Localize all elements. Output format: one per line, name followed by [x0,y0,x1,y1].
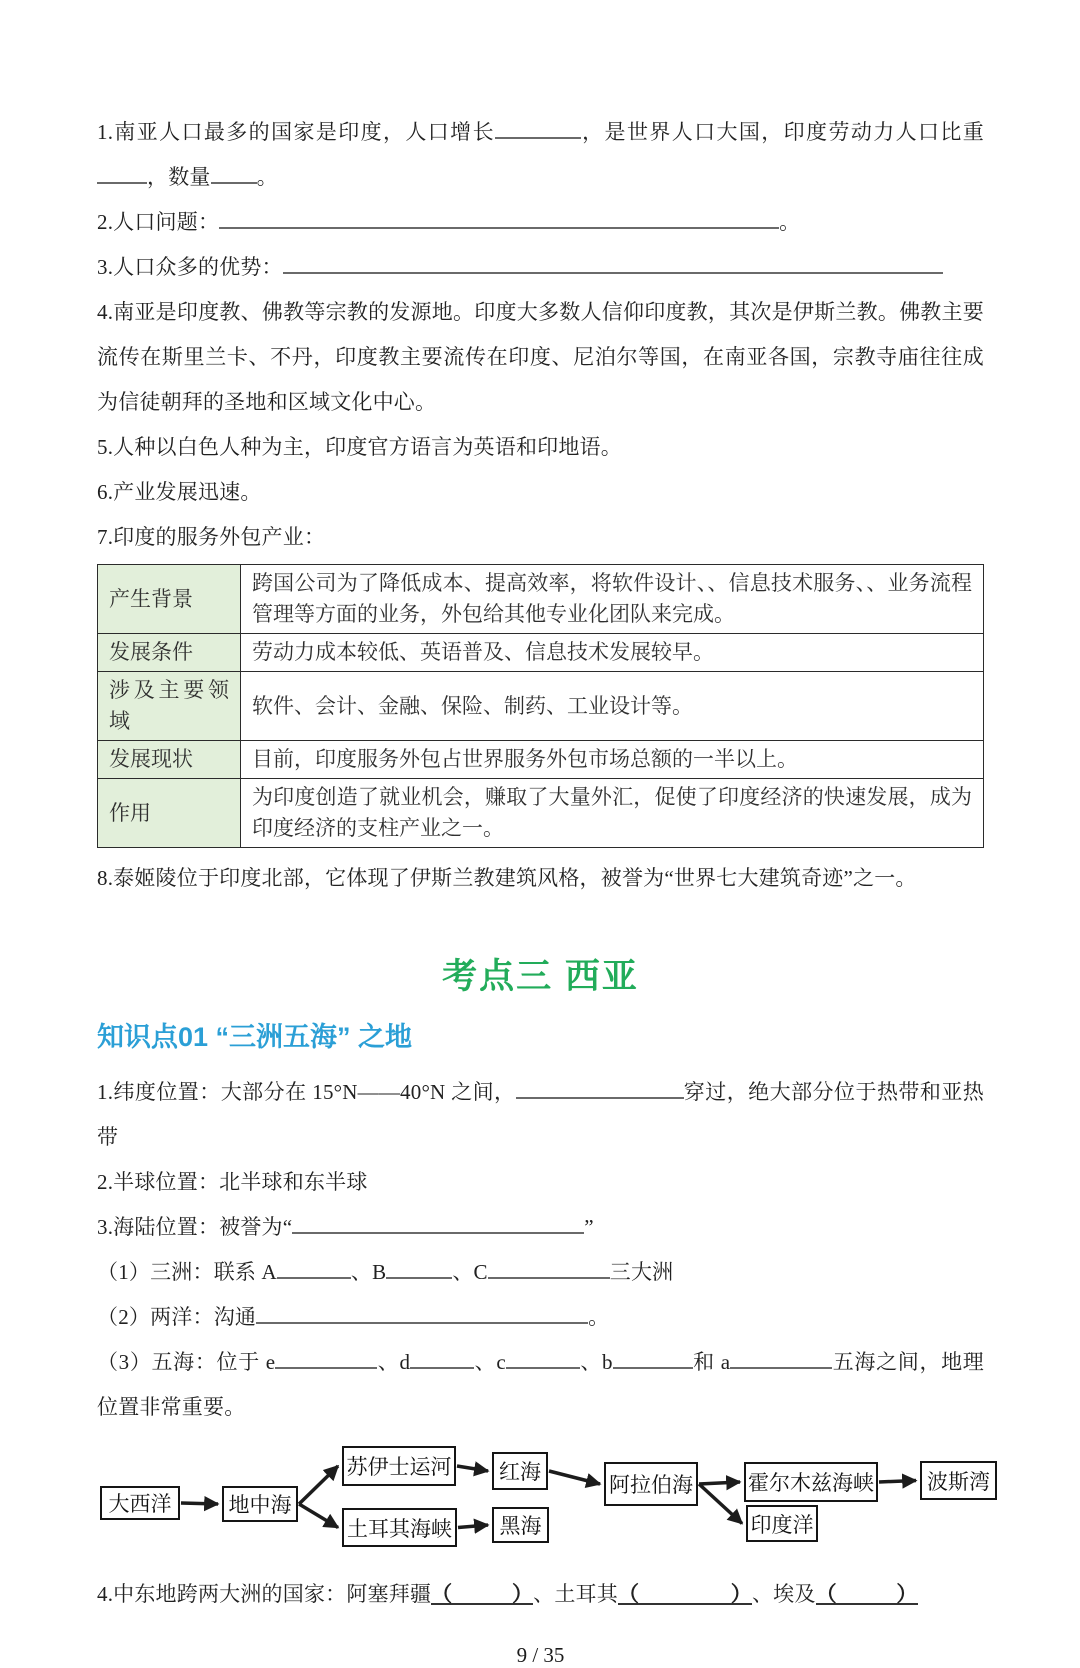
wa-item-4 [97,1572,984,1617]
text-segment: ” [584,1215,594,1239]
text-segment: 、土耳其 [533,1582,618,1606]
paren-blank [618,1583,752,1605]
row-content: 劳动力成本较低、英语普及、信息技术发展较早。 [241,634,984,672]
page-footer: 9 / 35 [516,1643,565,1667]
flow-node-red-sea: 红海 [492,1452,548,1490]
row-content: 跨国公司为了降低成本、提高效率，将软件设计、、信息技术服务、、业务流程管理等方面的业务，外包给其他专业化团队来完成。 [241,565,984,634]
list-item-8 [97,856,984,901]
text-segment: 3.海陆位置：被誉为“ [97,1215,293,1239]
text-segment: 2.半球位置：北半球和东半球 [97,1170,368,1194]
text-segment: 6.产业发展迅速。 [97,480,262,504]
text-segment: 5.人种以白色人种为主，印度官方语言为英语和印地语。 [97,435,622,459]
wa-item-3-1 [97,1250,984,1295]
fill-in-blank [275,1349,377,1369]
flow-node-suez-canal: 苏伊士运河 [342,1446,456,1486]
row-header: 发展条件 [98,634,241,672]
list-item-6 [97,470,984,515]
text-segment: 、d [377,1350,411,1374]
row-content: 软件、会计、金融、保险、制药、工业设计等。 [241,672,984,741]
flow-edge-red-sea-to-arabian-sea [549,1471,600,1484]
outsourcing-table [97,564,984,848]
paren-close: ） [730,1582,752,1606]
fill-in-blank [219,209,779,229]
south-asia-section [97,110,984,901]
text-segment: 、c [474,1350,506,1374]
list-item-1 [97,110,984,200]
paren-close: ） [896,1582,918,1606]
text-segment: 7.印度的服务外包产业： [97,525,326,549]
list-item-7 [97,515,984,560]
flow-node-atlantic: 大西洋 [100,1486,180,1520]
fill-in-blank [211,164,257,184]
fill-in-blank [613,1349,693,1369]
knowledge-point-heading: 知识点01 “三洲五海” 之地 [97,1022,413,1052]
fill-in-blank [730,1349,832,1369]
flow-edge-arabian-sea-to-hormuz-strait [699,1482,740,1484]
row-header: 作用 [98,779,241,848]
text-segment: ，是世界人口大国，印度劳动力人口比重 [580,120,984,144]
text-segment: 。 [588,1305,610,1329]
flow-node-persian-gulf: 波斯湾 [920,1461,997,1500]
wa-item-1 [97,1070,984,1160]
row-content: 为印度创造了就业机会，赚取了大量外汇，促使了印度经济的快速发展，成为印度经济的支柱产业之一。 [241,779,984,848]
paren-close: ） [511,1582,534,1606]
row-header: 涉及主要领域 [98,672,241,741]
paren-blank [431,1583,533,1605]
text-segment: 1.纬度位置：大部分在 15°N——40°N 之间， [97,1080,516,1104]
flow-node-hormuz-strait: 霍尔木兹海峡 [744,1462,878,1502]
fill-in-blank [386,1259,452,1279]
fill-in-blank [506,1349,580,1369]
flow-edge-turkish-strait-to-black-sea [458,1525,488,1528]
text-segment: 8.泰姬陵位于印度北部，它体现了伊斯兰教建筑风格，被誉为“世界七大建筑奇迹”之一。 [97,866,917,890]
text-segment: 、C [452,1260,488,1284]
text-segment: 穿过，绝大部分位于热带和亚热带 [97,1080,984,1149]
text-segment: （3）五海：位于 e [97,1350,276,1374]
text-segment: 、埃及 [751,1582,816,1606]
list-item-4 [97,290,984,425]
section-heading: 考点三 西亚 [442,957,639,996]
flow-edge-hormuz-strait-to-persian-gulf [879,1481,916,1483]
flow-edge-suez-canal-to-red-sea [457,1466,488,1471]
row-content: 目前，印度服务外包占世界服务外包市场总额的一半以上。 [241,741,984,779]
paren-blank [816,1583,918,1605]
flow-edge-mediterranean-to-turkish-strait [299,1504,338,1528]
fill-in-blank [410,1349,474,1369]
list-item-3 [97,245,984,290]
text-segment: ，数量 [147,165,211,189]
text-segment: 五海之间，地理位置非常重要。 [97,1350,984,1419]
text-segment: （2）两洋：沟通 [97,1305,257,1329]
list-item-5 [97,425,984,470]
fill-in-blank [516,1079,684,1099]
row-header: 产生背景 [98,565,241,634]
wa-item-3-3 [97,1340,984,1430]
flow-edge-atlantic-to-mediterranean [181,1503,218,1504]
text-segment: 、b [579,1350,613,1374]
text-segment: 。 [256,165,278,189]
flow-edge-arabian-sea-to-indian-ocean [699,1484,742,1524]
fill-in-blank [277,1259,351,1279]
table-row [98,779,984,848]
text-segment: 。 [779,210,801,234]
wa-item-2 [97,1160,984,1205]
fill-in-blank [256,1304,588,1324]
text-segment: 三大洲 [609,1260,674,1284]
flow-node-black-sea: 黑海 [492,1507,549,1543]
text-segment: 和 a [692,1350,731,1374]
row-header: 发展现状 [98,741,241,779]
west-asia-section [97,949,990,1617]
wa-item-3 [97,1205,984,1250]
flow-node-turkish-strait: 土耳其海峡 [342,1508,457,1547]
table-row [98,565,984,634]
flow-node-arabian-sea: 阿拉伯海 [604,1462,698,1506]
text-segment: 1.南亚人口最多的国家是印度，人口增长 [97,120,495,144]
flow-edge-mediterranean-to-suez-canal [299,1466,338,1504]
wa-item-3-2 [97,1295,984,1340]
fill-in-blank [488,1259,610,1279]
flowchart [95,1440,1007,1558]
paren-open: （ [815,1582,837,1606]
flow-node-indian-ocean: 印度洋 [746,1505,818,1542]
fill-in-blank [292,1214,584,1234]
fill-in-blank [495,119,581,139]
paren-open: （ [431,1582,453,1606]
fill-in-blank [283,254,943,274]
table-row [98,672,984,741]
list-item-2 [97,200,984,245]
text-segment: （1）三洲：联系 A [97,1260,277,1284]
paren-open: （ [617,1582,640,1606]
flow-node-mediterranean: 地中海 [222,1486,298,1522]
text-segment: 3.人口众多的优势： [97,255,283,279]
fill-in-blank [97,164,147,184]
table-row [98,741,984,779]
text-segment: 4.中东地跨两大洲的国家：阿塞拜疆 [97,1582,432,1606]
text-segment: 、B [350,1260,387,1284]
text-segment: 4.南亚是印度教、佛教等宗教的发源地。印度大多数人信仰印度教，其次是伊斯兰教。佛教主要流传在斯里兰卡、不丹，印度教主要流传在印度、尼泊尔等国，在南亚各国，宗教寺庙往往成为信徒朝拜的圣地和区域文化中心。 [97,300,984,414]
text-segment: 2.人口问题： [97,210,220,234]
table-row [98,634,984,672]
